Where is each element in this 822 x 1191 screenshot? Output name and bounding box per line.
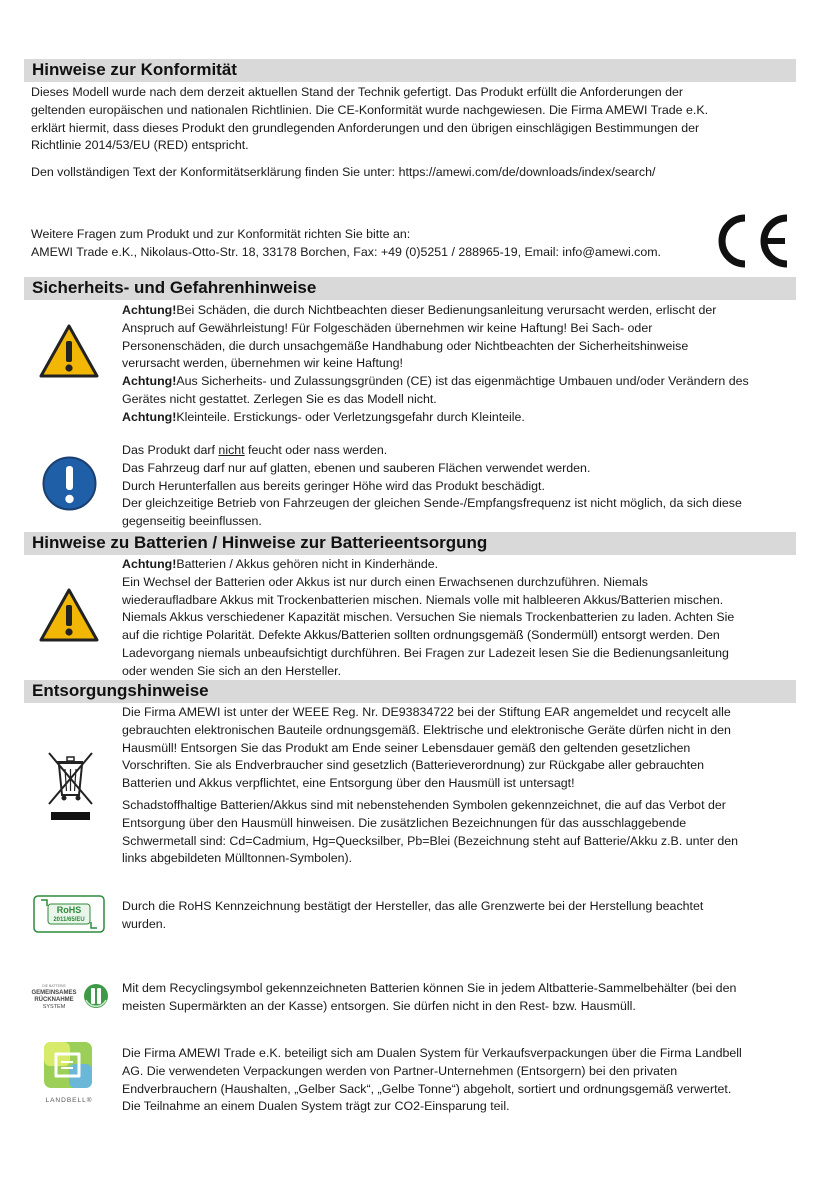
section-title: Entsorgungshinweise <box>32 681 209 700</box>
text-line: Vorschriften. Sie als Endverbraucher sind gesetzlich (Batterieverordnung) zur Rückgabe aller gebrauchten <box>122 758 704 773</box>
ce-mark-icon <box>711 212 791 270</box>
conformity-paragraph <box>31 84 708 155</box>
grs-battery-recycling-logo-icon <box>26 982 110 1012</box>
text-line: Niemals Akkus verschiedener Kapazität mischen. Versuchen Sie niemals Trockenbatterien zu laden. Achten Sie <box>122 610 735 625</box>
text-line: geltenden europäischen und nationalen Richtlinien. Die CE-Konformität wurde nachgewiesen. Die Firma AMEWI Trade e.K. <box>31 102 709 117</box>
text-line: Durch Herunterfallen aus bereits geringer Höhe wird das Produkt beschädigt. <box>122 478 545 493</box>
text-line: Anspruch auf Gewährleistung! Für Folgeschäden übernehmen wir keine Haftung! Bei Sach- oder <box>122 320 653 335</box>
underlined-word: nicht <box>218 443 245 457</box>
text-line: Entsorgung über den Hausmüll hinweisen. Die zusätzlichen Bezeichnungen für das ausschlaggebende <box>122 815 687 830</box>
warning-label: Achtung! <box>122 303 177 317</box>
text-line: Mit dem Recyclingsymbol gekennzeichneten Batterien können Sie in jedem Altbatterie-Sammelbehälter (bei den <box>122 981 737 995</box>
grs-logo-top: DIE BATTERIE <box>42 984 66 988</box>
text-line: verursacht werden, übernehmen wir keine Haftung! <box>122 356 404 371</box>
text-line: AMEWI Trade e.K., Nikolaus-Otto-Str. 18, 33178 Borchen, Fax: +49 (0)5251 / 288965-19, Email: info@amewi.com. <box>31 244 661 259</box>
rohs-paragraph <box>122 898 703 934</box>
text-line: oder wenden Sie sich an den Hersteller. <box>122 663 342 678</box>
section-header-safety <box>24 277 796 300</box>
text-line: wurden. <box>122 916 167 931</box>
text-line: Batterien / Akkus gehören nicht in Kinderhände. <box>176 557 439 571</box>
dual-system-paragraph <box>122 1045 742 1116</box>
text-line: feucht oder nass werden. <box>244 443 388 457</box>
text-line: meisten Supermärkten an der Kasse) entsorgen. Sie dürfen nicht in den Rest- bzw. Hausmüll. <box>122 998 636 1013</box>
warning-triangle-icon <box>38 323 100 379</box>
text-line: Weitere Fragen zum Produkt und zur Konformität richten Sie bitte an: <box>31 227 411 241</box>
text-line: Schadstoffhaltige Batterien/Akkus sind mit nebenstehenden Symbolen gekennzeichnet, die auf das Verbot der <box>122 798 726 812</box>
text-line: Personenschäden, die durch unsachgemäße Handhabung oder Nichtbeachten der Sicherheitshinweise <box>122 338 689 353</box>
grs-logo-line: GEMEINSAMES <box>31 990 77 996</box>
section-title: Hinweise zu Batterien / Hinweise zur Batterieentsorgung <box>32 533 488 552</box>
text-line: Schwermetall sind: Cd=Cadmium, Hg=Quecksilber, Pb=Blei (Bezeichnung steht auf Batterie/Akku z.B. unter den <box>122 833 739 848</box>
rohs-logo-icon <box>33 895 105 933</box>
warning-label: Achtung! <box>122 409 177 424</box>
text-line: Kleinteile. Erstickungs- oder Verletzungsgefahr durch Kleinteile. <box>176 409 525 424</box>
text-line: Die Firma AMEWI ist unter der WEEE Reg. Nr. DE93834722 bei der Stiftung EAR angemeldet und recycelt alle <box>122 705 731 719</box>
text-line: Ladevorgang niemals unbeaufsichtigt durchführen. Bei Fragen zur Ladezeit lesen Sie die Bedienungsanleitung <box>122 645 729 660</box>
warning-triangle-icon <box>38 587 100 643</box>
text-line: gegenseitig beeinflussen. <box>122 514 262 529</box>
warning-label: Achtung! <box>122 557 177 571</box>
warning-label: Achtung! <box>122 374 177 389</box>
section-header-disposal <box>24 680 796 703</box>
harmful-battery-paragraph <box>122 797 738 868</box>
text-line: gebrauchten elektronischen Bauteile ordnungsgemäß. Elektrische und elektronische Geräte dürfen nicht in den <box>122 722 731 737</box>
text-line: wiederaufladbare Akkus mit Trockenbatterien mischen. Niemals volle mit halbleeren Akkus/Batterien mischen. <box>122 592 724 607</box>
rohs-logo-sub: 2011/65/EU <box>53 917 85 923</box>
weee-paragraph <box>122 704 731 793</box>
grs-logo-line: SYSTEM <box>42 1004 66 1010</box>
text-line: Aus Sicherheits- und Zulassungsgründen (CE) ist das eigenmächtige Umbauen und/oder Verändern des <box>176 374 749 389</box>
text-line: Endverbrauchern (Haushalten, „Gelber Sack“, „Gelbe Tonne“) abgeholt, sortiert und ordnungsgemäß verwertet. <box>122 1081 732 1096</box>
conformity-fulltext <box>31 164 655 182</box>
text-line: Durch die RoHS Kennzeichnung bestätigt der Hersteller, das alle Grenzwerte bei der Herstellung beachtet <box>122 899 704 913</box>
section-title: Sicherheits- und Gefahrenhinweise <box>32 278 317 297</box>
text-line: Ein Wechsel der Batterien oder Akkus ist nur durch einen Erwachsenen durchzuführen. Niemals <box>122 574 648 589</box>
text-line: Hausmüll! Entsorgen Sie das Produkt am Ende seiner Lebensdauer gemäß den geltenden gesetzlichen <box>122 740 691 755</box>
text-line: Batterien und Akkus verpflichtet, eine Entsorgung über den Hausmüll ist untersagt! <box>122 776 575 791</box>
recycling-paragraph <box>122 980 736 1016</box>
battery-warnings <box>122 556 734 681</box>
text-line: Die Teilnahme an einem Dualen System trägt zur CO2-Einsparung teil. <box>122 1099 510 1114</box>
text-line: Der gleichzeitige Betrieb von Fahrzeugen der gleichen Sende-/Empfangsfrequenz ist nicht möglich, da sich diese <box>122 496 742 511</box>
section-title: Hinweise zur Konformität <box>32 60 237 79</box>
conformity-contact <box>31 226 661 262</box>
crossed-out-bin-icon <box>40 748 102 824</box>
text-line: Die Firma AMEWI Trade e.K. beteiligt sich am Dualen System für Verkaufsverpackungen über die Firma Landbell <box>122 1046 742 1060</box>
text-line: erklärt hiermit, dass dieses Produkt den grundlegenden Anforderungen und den übrigen einschlägigen Bestimmungen der <box>31 120 700 135</box>
safety-warnings <box>122 302 749 427</box>
rohs-logo-title: RoHS <box>56 905 82 915</box>
text-line: Das Produkt darf <box>122 443 219 457</box>
text-line: Das Fahrzeug darf nur auf glatten, ebenen und sauberen Flächen verwendet werden. <box>122 460 591 475</box>
text-line: auf die richtige Polarität. Defekte Akkus/Batterien sollten ordnungsgemäß (Sondermüll) entsorgt werden. Den <box>122 628 720 643</box>
section-header-conformity <box>24 59 796 82</box>
grs-logo-line: RÜCKNAHME <box>34 997 74 1003</box>
landbell-label: LANDBELL® <box>45 1097 93 1104</box>
section-header-batteries <box>24 532 796 555</box>
text-line: links abgebildeten Mülltonnen-Symbolen). <box>122 851 353 866</box>
text-line: AG. Die verwendeten Verpackungen werden von Partner-Unternehmen (Entsorgern) bei den privaten <box>122 1063 678 1078</box>
safety-info <box>122 442 742 531</box>
text-line: Gerätes nicht gestattet. Zerlegen Sie es das Modell nicht. <box>122 391 437 406</box>
info-mandatory-icon <box>41 455 98 512</box>
text-line: Bei Schäden, die durch Nichtbeachten dieser Bedienungsanleitung verursacht werden, erlischt der <box>176 303 717 317</box>
text-line: Dieses Modell wurde nach dem derzeit aktuellen Stand der Technik gefertigt. Das Produkt erfüllt die Anforderungen der <box>31 85 684 99</box>
landbell-logo-icon <box>39 1040 99 1106</box>
text-line: Richtlinie 2014/53/EU (RED) entspricht. <box>31 138 249 153</box>
text-line: Den vollständigen Text der Konformitätserklärung finden Sie unter: https://amewi.com/de/downloads/index/search/ <box>31 165 656 179</box>
